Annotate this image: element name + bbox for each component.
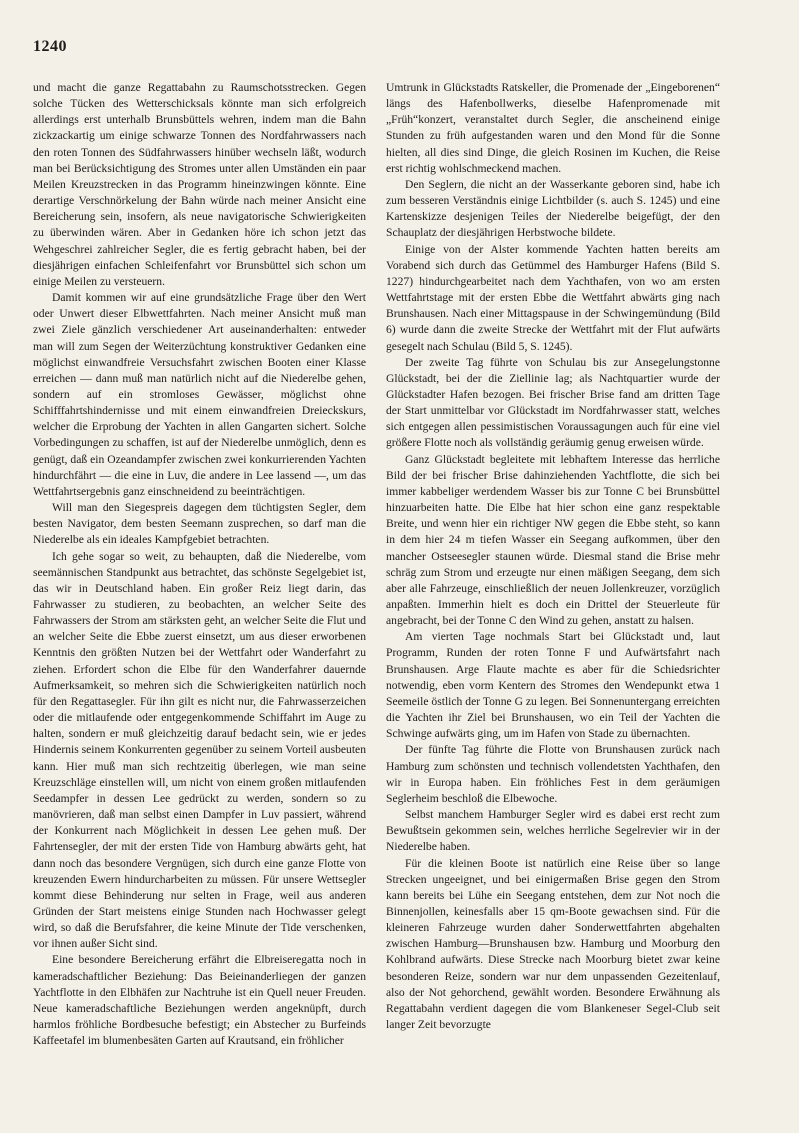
paragraph: Umtrunk in Glückstadts Ratskeller, die Promenade der „Eingeborenen“ längs des Hafenbollwerks, dieselbe Hafenpromenade mit „Früh“konzert, veranstaltet durch Segler, die anscheinend einige Stunden zu früh aufgestanden waren und den Mond für die Sonne hielten, all dies sind Dinge, die gleich Rosinen im Kuchen, die Reise erst richtig wohlschmeckend machen.	[386, 81, 720, 175]
paragraph: Am vierten Tage nochmals Start bei Glückstadt und, laut Programm, Runden der roten Tonne F und Aufwärtsfahrt nach Brunshausen. Arge Flaute machte es aber für die Schiedsrichter notwendig, eben vorm Kentern des Stromes den Wendepunkt etwa 1 Seemeile östlich der Tonne G zu legen. Bei Sonnenuntergang erreichten die Yachten ihr Ziel bei Brunshausen, wo ein Teil der Yachten die Schwinge aufwärts ging, um im Hafen von Stade zu übernachten.	[386, 630, 720, 741]
page-number: 1240	[33, 38, 67, 55]
paragraph: Einige von der Alster kommende Yachten hatten bereits am Vorabend sich durch das Getümmel des Hamburger Hafens (Bild S. 1227) hindurchgearbeitet nach dem Yachthafen, von wo am ersten Wettfahrtstage mit der ersten Ebbe die Wettfahrt abwärts ging nach Brunshausen. Nach einer Mittagspause in der Schwingemündung (Bild 6) wurde dann die zweite Strecke der Wettfahrt mit der Flut aufwärts gesegelt nach Schulau (Bild 5, S. 1245).	[386, 242, 720, 353]
paragraph: Eine besondere Bereicherung erfährt die Elbreiseregatta noch in kameradschaftlicher Beziehung: Das Beieinanderliegen der ganzen Yachtflotte in den Elbhäfen zur Nachtruhe ist ein Quell neuer Freuden. Neue kameradschaftliche Beziehungen werden angeknüpft, durch harmlos fröhliche Bordbesuche befestigt; ein Abstecher zu Burfeinds Kaffeetafel im blumenbesäten Garten auf Krautsand, ein fröhlicher	[33, 953, 366, 1048]
paragraph: Der fünfte Tag führte die Flotte von Brunshausen zurück nach Hamburg zum schönsten und technisch vollendetsten Yachthafen, den wir in Europa haben. Ein fröhliches Fest in dem geräumigen Seglerheim beschloß die Elbewoche.	[386, 743, 720, 805]
paragraph: Will man den Siegespreis dagegen dem tüchtigsten Segler, dem besten Navigator, dem besten Seemann zusprechen, so darf man die Niederelbe als ein ideales Kampfgebiet betrachten.	[33, 501, 366, 547]
left-column	[33, 80, 366, 1049]
paragraph: Damit kommen wir auf eine grundsätzliche Frage über den Wert oder Unwert dieser Elbwettfahrten. Nach meiner Ansicht muß man zwei Ziele gänzlich verschiedener Art auseinanderhalten: entweder man will zum Segen der Weiterzüchtung konstruktiver Gedanken eine möglichst einwandfreie Versuchsfahrt zwischen Booten einer Klasse erreichen — dann muß man natürlich nicht auf die Niederelbe gehen, sondern auf ein stromloses Gewässer, möglichst ohne Schifffahrtshindernisse und mit einem einwandfreien Dreieckskurs, welcher die Erprobung der Yachten in allen Gangarten sichert. Solche Vorbedingungen zu schaffen, ist auf der Niederelbe unmöglich, denn es genügt, daß ein Ozeandampfer zwischen zwei konkurrierenden Yachten hindurchfährt — die eine in Luv, die andere in Lee lassend —, um das Wettfahrtsergebnis ganz einschneidend zu beeinträchtigen.	[33, 291, 366, 498]
paragraph: Den Seglern, die nicht an der Wasserkante geboren sind, habe ich zum besseren Verständnis einige Lichtbilder (s. auch S. 1245) und eine Kartenskizze desjenigen Teiles der Niederelbe beigefügt, der den Schauplatz der diesjährigen Herbstwoche bildete.	[386, 177, 720, 240]
right-column	[386, 80, 720, 1033]
paragraph: Ich gehe sogar so weit, zu behaupten, daß die Niederelbe, vom seemännischen Standpunkt aus betrachtet, das schönste Segelgebiet ist, das wir in Deutschland haben. Ein großer Reiz liegt darin, das Fahrwasser zu studieren, zu beobachten, an welcher Seite des Fahrwassers der Strom am stärksten geht, an welcher Seite die Flut und an welcher Seite die Ebbe zuerst einsetzt, um aus dieser erworbenen Kenntnis den größten Nutzen bei der Wettfahrt oder Wanderfahrt zu ziehen. Erfordert schon die Elbe für den Wanderfahrer dauernde Aufmerksamkeit, so mehren sich die Schwierigkeiten natürlich noch für den Regattasegler. Für ihn gilt es nicht nur, die Fahrwasserzeichen oder die mitlaufende oder entgegenkommende Schiffahrt im Auge zu halten, sondern er muß gleichzeitig darauf bedacht sein, wie er jedes Hindernis seinem Konkurrenten gegenüber zu seinem Vorteil ausbeuten kann. Hier muß man sich rechtzeitig überlegen, wie man seine Kreuzschläge einstellen will, um nicht von einem großen mitlaufenden Seedampfer in dessen Lee gedrückt zu werden, sondern so zu manövrieren, daß man selbst einen Dampfer in Luv passiert, während der Konkurrent nach Möglichkeit in dessen Lee gehen muß. Der Fahrtensegler, der mit der ersten Tide von Hamburg abwärts geht, hat dann noch das besondere Vergnügen, sich durch eine ganze Flotte von kreuzenden Ewern hindurcharbeiten zu müssen. Für unsere Wettsegler kommt diese Behinderung nur selten in Frage, weil aus anderen Gründen der Start meistens einige Stunden nach Hochwasser gelegt wird, so daß die Berufsfahrer, die keine Minute der Tide verschenken, vor ihnen außer Sicht sind.	[33, 549, 366, 951]
paragraph: und macht die ganze Regattabahn zu Raumschotsstrecken. Gegen solche Tücken des Wetterschicksals könnte man sich erfolgreich allerdings erst unterhalb Brunsbüttels wehren, indem man die Bahn zickzackartig um einige schwarze Tonnen des Nordfahrwassers nach den roten Tonnen des Südfahrwassers hinüber wechseln läßt, wodurch man bei Berücksichtigung des Stromes unter allen Umständen ein paar Meilen Kreuzstrecken in das Programm hineinzwingen könnte. Eine derartige Verschnörkelung der Bahn würde nach meiner Ansicht eine Bereicherung sein, insofern, als neue navigatorische Schwierigkeiten zu überwinden wären. Aber in Gedanken höre ich schon jetzt das Wehgeschrei zahlreicher Segler, die es fertig gebracht haben, bei der diesjährigen einfachen Schleifenfahrt vor Brunsbüttel sich schon um einige Meilen zu versteuern.	[33, 81, 366, 288]
paragraph: Der zweite Tag führte von Schulau bis zur Ansegelungstonne Glückstadt, bei der die Ziellinie lag; als Nachtquartier wurde der Glückstadter Hafen bezogen. Bei frischer Brise fand am dritten Tage der Start unmittelbar vor Glückstadt im Nordfahrwasser statt, welches sich entgegen allen pessimistischen Voraussagungen auch für eine viel größere Flotte noch als vollständig geräumig genug erweisen würde.	[386, 355, 720, 450]
paragraph: Selbst manchem Hamburger Segler wird es dabei erst recht zum Bewußtsein gekommen sein, welches herrliche Segelrevier wir in der Niederelbe haben.	[386, 808, 720, 854]
paragraph: Für die kleinen Boote ist natürlich eine Reise über so lange Strecken ungeeignet, und bei einigermaßen Brise gegen den Strom kann bereits bei Lühe ein Seegang entstehen, dem zur Not noch die Binnenjollen, keinesfalls aber 15 qm-Boote gewachsen sind. Für die kleineren Fahrzeuge wurden daher Sonderwettfahrten abgehalten zwischen Hamburg—Brunshausen bzw. Hamburg und Moorburg den Kohlbrand aufwärts. Diese Strecke nach Moorburg bietet zwar keine besonderen Reize, sondern war nur dem unpassenden Gezeitenlauf, also der Not gehorchend, gewählt worden. Besondere Erwähnung als Regattabahn verdient dagegen die vom Blankeneser Segel-Club seit langer Zeit bevorzugte	[386, 856, 720, 1032]
paragraph: Ganz Glückstadt begleitete mit lebhaftem Interesse das herrliche Bild der bei frischer Brise dahinziehenden Yachtflotte, die sich bei immer kabbeliger werdendem Wasser bis zur Tonne C bei Brunsbüttel hinzuarbeiten hatte. Die Elbe hat hier schon eine ganz respektable Breite, und wenn hier ein richtiger NW gegen die Ebbe steht, so kann in dem hier 24 m tiefen Wasser ein Seegang aufkommen, über den mancher Ostseesegler staunen würde. Diesmal stand die Brise mehr schräg zum Strom und erzeugte nur einen mäßigen Seegang, dem sich aber alle Fahrzeuge, einschließlich der neuen Jollenkreuzer, vorzüglich anpaßten. Immerhin hielt es doch ein Drittel der Steuerleute für angebracht, bei der Tonne C den Wind zu gehen, anstatt zu halsen.	[386, 452, 720, 628]
